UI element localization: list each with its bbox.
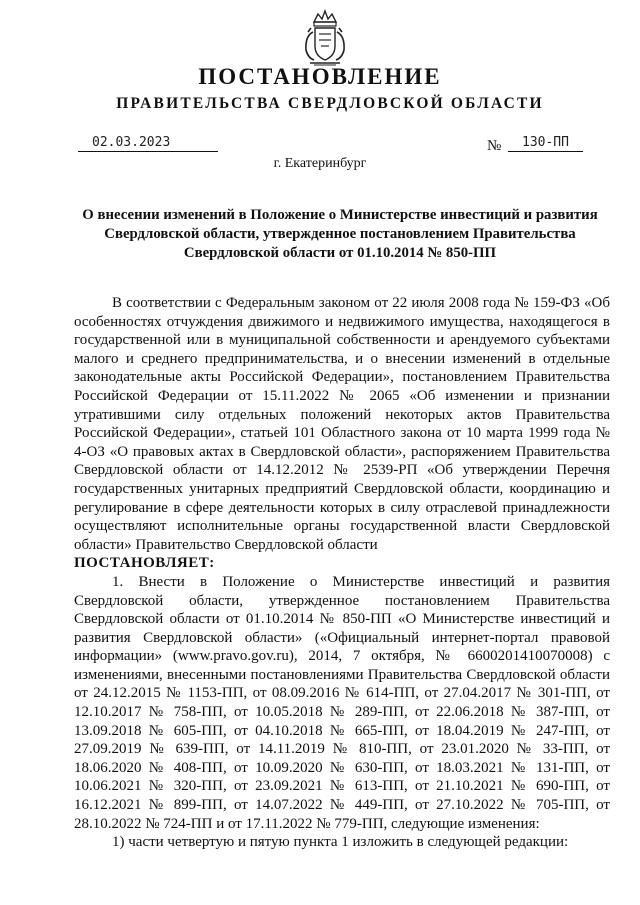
preamble-paragraph: В соответствии с Федеральным законом от 22 июля 2008 года № 159-ФЗ «Об особенностях отчуждения движимого и недвижимого имущества, находящегося в государственной или в муниципальной собственности и арендуемого субъектами малого и среднего предпринимательства, и о внесении изменений в отдельные законодательные акты Российской Федерации», постановлением Правительства Российской Федерации от 15.11.2022 № 2065 «Об изменении и признании утратившими силу отдельных положений некоторых актов Правительства Российской Федерации», статьей 101 Областного закона от 10 марта 1999 года № 4-ОЗ «О правовых актах в Свердловской области», распоряжением Правительства Свердловской области от 14.12.2012 № 2539-РП «Об утверждении Перечня государственных унитарных предприятий Свердловской области, координацию и регулирование в сфере деятельности которых в силу отраслевой принадлежности осуществляют исполнительные органы государственной власти Свердловской области» Правительство Свердловской области	[74, 295, 610, 553]
issuer-heading: ПРАВИТЕЛЬСТВА СВЕРДЛОВСКОЙ ОБЛАСТИ	[116, 95, 544, 112]
document-body	[74, 294, 610, 852]
document-date: 02.03.2023	[78, 135, 218, 152]
city-line: г. Екатеринбург	[273, 156, 367, 171]
document-title: О внесении изменений в Положение о Министерстве инвестиций и развития Свердловской области, утвержденное постановлением Правительства Свердловской области от 01.10.2014 № 850-ПП	[82, 207, 598, 261]
document-type-heading: ПОСТАНОВЛЕНИЕ	[198, 64, 442, 89]
document-number: 130-ПП	[508, 135, 583, 152]
number-sign: №	[487, 138, 502, 154]
item-1-paragraph: 1. Внести в Положение о Министерстве инвестиций и развития Свердловской области, утвержденное постановлением Правительства Свердловской области от 01.10.2014 № 850-ПП «О Министерстве инвестиций и развития Свердловской области» («Официальный интернет-портал правовой информации» (www.pravo.gov.ru), 2014, 7 октября, № 6600201410070008) с изменениями, внесенными постановлениями Правительства Свердловской области от 24.12.2015 № 1153-ПП, от 08.09.2016 № 614-ПП, от 27.04.2017 № 301-ПП, от 12.10.2017 № 758-ПП, от 10.05.2018 № 289-ПП, от 22.06.2018 № 387-ПП, от 13.09.2018 № 605-ПП, от 04.10.2018 № 665-ПП, от 18.04.2019 № 247-ПП, от 27.09.2019 № 639-ПП, от 14.11.2019 № 810-ПП, от 23.01.2020 № 33-ПП, от 18.06.2020 № 408-ПП, от 10.09.2020 № 630-ПП, от 18.03.2021 № 131-ПП, от 10.06.2021 № 320-ПП, от 23.09.2021 № 613-ПП, от 21.10.2021 № 690-ПП, от 16.12.2021 № 899-ПП, от 14.07.2022 № 449-ПП, от 27.10.2022 № 705-ПП, от 28.10.2022 № 724-ПП и от 17.11.2022 № 779-ПП, следующие изменения:	[74, 573, 610, 832]
coat-of-arms-emblem	[300, 8, 350, 68]
item-1-1-paragraph: 1) части четвертую и пятую пункта 1 изложить в следующей редакции:	[112, 834, 569, 851]
decree-keyword: ПОСТАНОВЛЯЕТ:	[74, 555, 215, 572]
